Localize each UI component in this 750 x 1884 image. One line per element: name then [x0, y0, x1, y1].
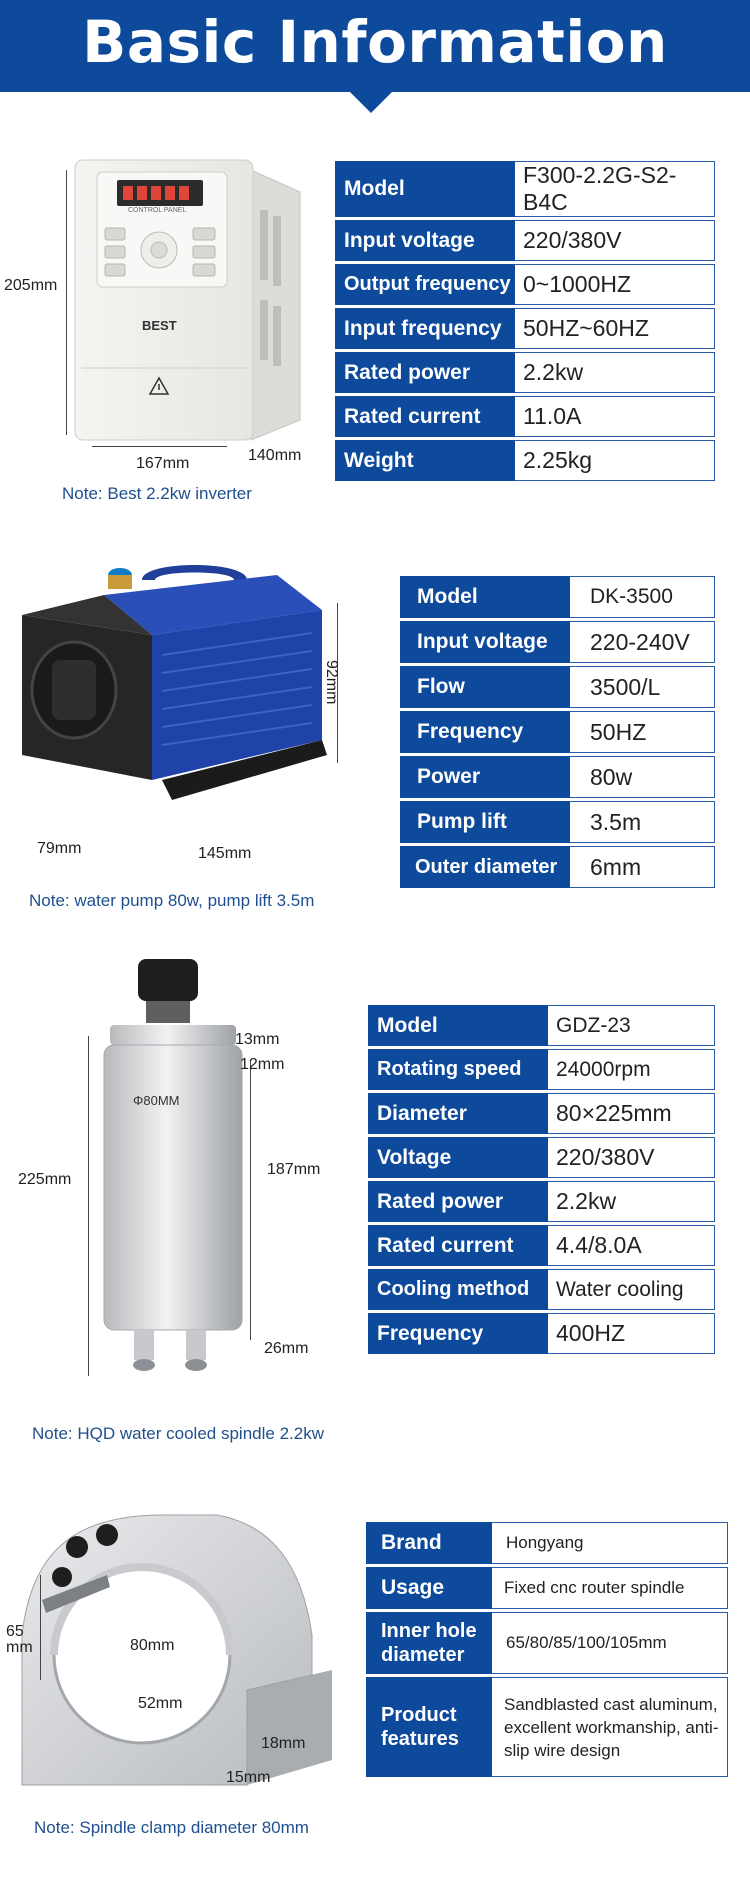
clamp-center-label: 52mm — [138, 1695, 183, 1712]
spec-key: Cooling method — [368, 1269, 548, 1310]
spec-value: GDZ-23 — [548, 1005, 715, 1046]
clamp-thickness-label: 18mm — [261, 1735, 306, 1752]
spec-value: 50HZ — [570, 711, 715, 753]
water-pump-image — [12, 555, 352, 850]
spec-row — [400, 711, 715, 753]
inverter-spec-table — [335, 158, 715, 484]
spec-row — [368, 1093, 715, 1134]
spindle-diameter-label: Φ80MM — [133, 1093, 180, 1108]
clamp-base-label: 15mm — [226, 1769, 271, 1786]
spec-key: Power — [400, 756, 570, 798]
spec-row — [368, 1313, 715, 1354]
spec-key: Pump lift — [400, 801, 570, 843]
spec-row — [368, 1049, 715, 1090]
inverter-height-line — [66, 170, 67, 435]
spec-row — [335, 220, 715, 261]
spec-key: Model — [335, 161, 515, 217]
clamp-bore-label: 80mm — [130, 1637, 175, 1654]
pump-depth-label: 79mm — [37, 840, 82, 857]
spindle-total-line — [88, 1036, 89, 1376]
spindle-bottom-label: 26mm — [264, 1340, 309, 1357]
spec-row — [335, 161, 715, 217]
spec-key: Voltage — [368, 1137, 548, 1178]
spec-key: Rated current — [335, 396, 515, 437]
spec-row — [400, 621, 715, 663]
spec-key: Rated current — [368, 1225, 548, 1266]
spec-value: Water cooling — [548, 1269, 715, 1310]
spec-value: 2.25kg — [515, 440, 715, 481]
spec-value: 2.2kw — [515, 352, 715, 393]
spec-row — [368, 1005, 715, 1046]
spec-value: Fixed cnc router spindle — [492, 1567, 728, 1609]
spindle-total-label: 225mm — [18, 1171, 72, 1188]
spec-value: 65/80/85/100/105mm — [492, 1612, 728, 1674]
spec-key: Inner hole diameter — [366, 1612, 492, 1674]
spec-value: 2.2kw — [548, 1181, 715, 1222]
spec-key: Model — [400, 576, 570, 618]
header-arrow — [349, 91, 393, 113]
spec-key: Flow — [400, 666, 570, 708]
spec-row — [366, 1567, 728, 1609]
spec-value: 24000rpm — [548, 1049, 715, 1090]
spec-key: Frequency — [368, 1313, 548, 1354]
pump-width-label: 145mm — [198, 845, 252, 862]
inverter-note: Note: Best 2.2kw inverter — [62, 484, 252, 503]
spindle-note: Note: HQD water cooled spindle 2.2kw — [32, 1424, 324, 1443]
spec-value: 220/380V — [548, 1137, 715, 1178]
spec-value: 4.4/8.0A — [548, 1225, 715, 1266]
spec-value: 220-240V — [570, 621, 715, 663]
spec-value: 50HZ~60HZ — [515, 308, 715, 349]
clamp-height-label: 65 mm — [6, 1623, 33, 1656]
spec-row — [400, 801, 715, 843]
pump-note: Note: water pump 80w, pump lift 3.5m — [29, 891, 315, 910]
spec-value: 0~1000HZ — [515, 264, 715, 305]
spindle-body-line — [250, 1060, 251, 1340]
spec-value: 220/380V — [515, 220, 715, 261]
spec-key: Rated power — [335, 352, 515, 393]
inverter-depth-label: 140mm — [248, 447, 302, 464]
spec-row — [400, 576, 715, 618]
spec-row — [335, 308, 715, 349]
spec-key: Output frequency — [335, 264, 515, 305]
spec-row — [366, 1677, 728, 1777]
inverter-image — [55, 150, 315, 450]
spindle-nut-label: 13mm — [235, 1031, 280, 1048]
spec-row — [400, 666, 715, 708]
spec-key: Rotating speed — [368, 1049, 548, 1090]
spec-key: Model — [368, 1005, 548, 1046]
spec-key: Frequency — [400, 711, 570, 753]
spec-row — [366, 1522, 728, 1564]
page-title: Basic Information — [82, 8, 668, 76]
inverter-width-label: 167mm — [136, 455, 190, 472]
inverter-height-label: 205mm — [4, 277, 58, 294]
spec-key: Weight — [335, 440, 515, 481]
spec-key: Product features — [366, 1677, 492, 1777]
spec-key: Input frequency — [335, 308, 515, 349]
spec-row — [368, 1181, 715, 1222]
spec-value: 400HZ — [548, 1313, 715, 1354]
spec-row — [335, 352, 715, 393]
spec-value: 80×225mm — [548, 1093, 715, 1134]
spec-row — [366, 1612, 728, 1674]
spec-value: Hongyang — [492, 1522, 728, 1564]
spec-key: Input voltage — [400, 621, 570, 663]
spec-row — [368, 1225, 715, 1266]
pump-height-label: 92mm — [323, 660, 340, 705]
water-pump-spec-table — [400, 573, 715, 891]
inverter-width-line — [92, 446, 227, 447]
spindle-image — [90, 955, 260, 1405]
spec-key: Input voltage — [335, 220, 515, 261]
spec-value: 6mm — [570, 846, 715, 888]
spec-row — [400, 846, 715, 888]
clamp-note: Note: Spindle clamp diameter 80mm — [34, 1818, 309, 1837]
spindle-collar-label: 12mm — [240, 1056, 285, 1073]
spindle-body-label: 187mm — [267, 1161, 321, 1178]
spindle-clamp-spec-table — [366, 1519, 728, 1780]
spec-value: Sandblasted cast aluminum, excellent workmanship, anti-slip wire design — [492, 1677, 728, 1777]
page-header — [0, 0, 750, 92]
clamp-height-line — [40, 1575, 41, 1680]
spec-key: Rated power — [368, 1181, 548, 1222]
spec-value: 3500/L — [570, 666, 715, 708]
spec-value: F300-2.2G-S2-B4C — [515, 161, 715, 217]
spec-row — [368, 1269, 715, 1310]
spec-row — [400, 756, 715, 798]
spec-value: 11.0A — [515, 396, 715, 437]
spindle-spec-table — [368, 1002, 715, 1357]
spec-row — [335, 264, 715, 305]
inverter-panel-label: CONTROL PANEL — [128, 207, 187, 214]
spec-key: Usage — [366, 1567, 492, 1609]
inverter-brand-label: BEST — [142, 318, 177, 333]
spec-row — [335, 396, 715, 437]
spec-row — [368, 1137, 715, 1178]
spec-key: Diameter — [368, 1093, 548, 1134]
spec-key: Brand — [366, 1522, 492, 1564]
spec-value: DK-3500 — [570, 576, 715, 618]
spec-key: Outer diameter — [400, 846, 570, 888]
spec-value: 3.5m — [570, 801, 715, 843]
spec-row — [335, 440, 715, 481]
spec-value: 80w — [570, 756, 715, 798]
